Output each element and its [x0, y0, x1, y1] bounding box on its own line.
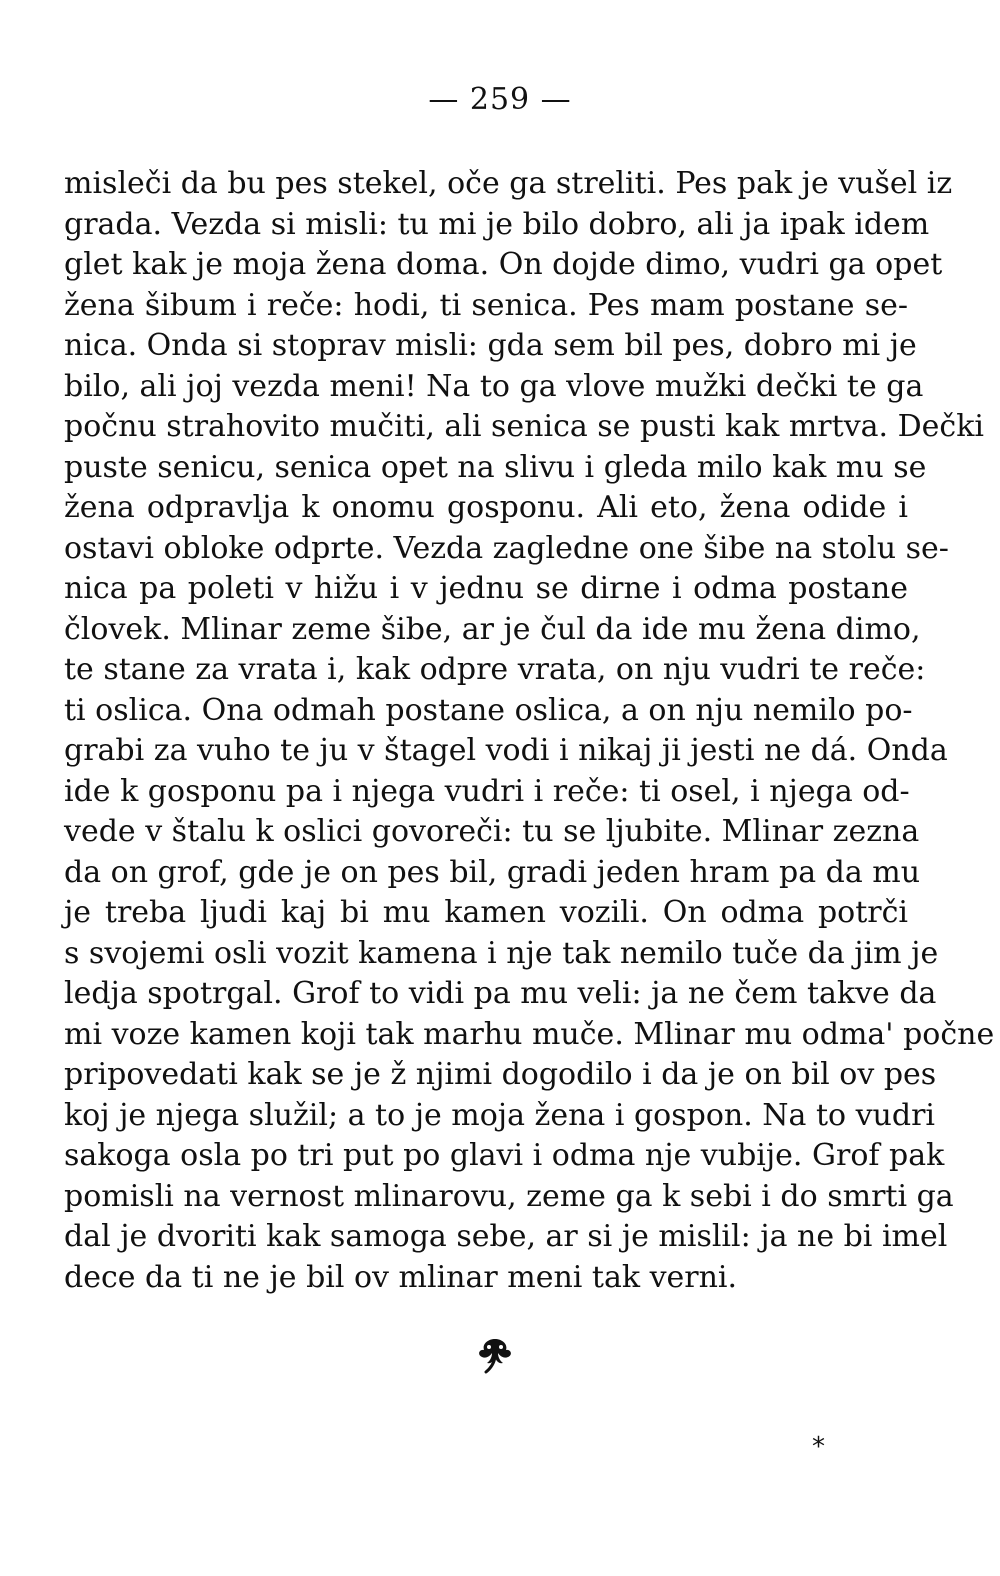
text-line-19: je treba ljudi kaj bi mu kamen vozili. On odma potrči — [64, 895, 908, 930]
text-line-23: pripovedati kak se je ž njimi dogodilo i da je on bil ov pes — [64, 1057, 937, 1092]
footer-asterisk: * — [812, 1432, 825, 1462]
fleuron-icon — [470, 1330, 520, 1380]
text-line-22: mi voze kamen koji tak marhu muče. Mlinar mu odma' počne — [64, 1016, 995, 1052]
text-line-4: žena šibum i reče: hodi, ti senica. Pes mam postane se- — [64, 287, 908, 323]
text-line-12: človek. Mlinar zeme šibe, ar je čul da ide mu žena dimo, — [64, 611, 921, 647]
text-line-28: dece da ti ne je bil ov mlinar meni tak verni. — [64, 1259, 738, 1295]
text-line-20: s svojemi osli vozit kamena i nje tak nemilo tuče da jim je — [64, 935, 939, 971]
text-line-15: grabi za vuho te ju v štagel vodi i nikaj ji jesti ne dá. Onda — [64, 733, 948, 768]
text-line-13: te stane za vrata i, kak odpre vrata, on nju vudri te reče: — [64, 652, 926, 687]
text-line-11: nica pa poleti v hižu i v jednu se dirne i odma postane — [64, 571, 908, 606]
text-line-10: ostavi obloke odprte. Vezda zagledne one šibe na stolu se- — [64, 530, 949, 566]
text-line-21: ledja spotrgal. Grof to vidi pa mu veli: ja ne čem takve da — [64, 976, 937, 1011]
text-line-25: sakoga osla po tri put po glavi i odma nje vubije. Grof pak — [64, 1138, 945, 1173]
text-line-24: koj je njega služil; a to je moja žena i gospon. Na to vudri — [64, 1097, 936, 1133]
text-line-3: glet kak je moja žena doma. On dojde dimo, vudri ga opet — [64, 247, 943, 282]
text-line-14: ti oslica. Ona odmah postane oslica, a on nju nemilo po- — [64, 692, 913, 728]
text-line-7: počnu strahovito mučiti, ali senica se pusti kak mrtva. Dečki — [64, 409, 984, 444]
text-line-8: puste senicu, senica opet na slivu i gleda milo kak mu se — [64, 449, 927, 485]
text-line-26: pomisli na vernost mlinarovu, zeme ga k sebi i do smrti ga — [64, 1178, 954, 1214]
text-line-27: dal je dvoriti kak samoga sebe, ar si je mislil: ja ne bi imel — [64, 1219, 948, 1254]
text-line-18: da on grof, gde je on pes bil, gradi jeden hram pa da mu — [64, 854, 921, 890]
text-line-2: grada. Vezda si misli: tu mi je bilo dobro, ali ja ipak idem — [64, 206, 930, 242]
text-line-9: žena odpravlja k onomu gosponu. Ali eto, žena odide i — [64, 490, 908, 525]
body-text — [64, 164, 995, 1298]
page-number: — 259 — — [428, 82, 572, 117]
text-line-1: misleči da bu pes stekel, oče ga streliti. Pes pak je vušel iz — [64, 166, 953, 201]
text-line-5: nica. Onda si stoprav misli: gda sem bil pes, dobro mi je — [64, 328, 917, 363]
text-line-16: ide k gosponu pa i njega vudri i reče: ti osel, i njega od- — [64, 773, 910, 809]
text-line-17: vede v štalu k oslici govoreči: tu se ljubite. Mlinar zezna — [64, 814, 920, 849]
text-line-6: bilo, ali joj vezda meni! Na to ga vlove mužki dečki te ga — [64, 368, 924, 404]
